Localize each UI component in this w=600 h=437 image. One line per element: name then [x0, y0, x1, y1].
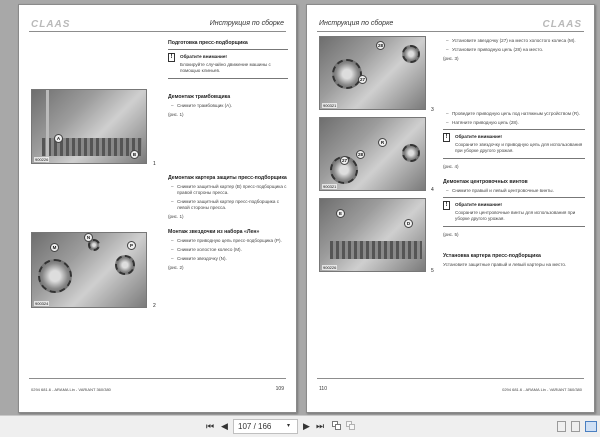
list-item: – Снимите приводную цепь пресс-подборщика (P). — [168, 238, 288, 244]
label-B: B — [130, 150, 139, 159]
viewer-toolbar — [0, 415, 600, 437]
label-A: A — [54, 134, 63, 143]
header-title: Инструкция по сборке — [209, 20, 284, 27]
figure-5-photo — [319, 198, 426, 272]
figure-code: 900324 — [35, 301, 49, 306]
header-divider — [317, 31, 584, 32]
page-header — [31, 15, 284, 35]
next-page-button[interactable]: ▶ — [303, 421, 310, 431]
note-title: Обратите внимание! — [180, 54, 227, 59]
text-column — [443, 38, 585, 268]
chevron-down-icon[interactable]: ▾ — [287, 423, 291, 429]
text-column — [168, 40, 288, 280]
figure-ref: (рис. 5) — [443, 232, 459, 237]
footer-doc-id: 0294 681.6 - ARAMA Lin - VARIANT 360/380 — [31, 387, 111, 392]
note-body: Сохраните звездочку и приводную цепь для использования при уборке другого урожая. — [455, 142, 583, 153]
last-page-button[interactable]: ⏭ — [316, 421, 325, 431]
figure-code: 900321 — [323, 184, 337, 189]
label-28: 28 — [377, 43, 383, 48]
label-N: N — [84, 233, 93, 242]
list-item: – Установите приводную цепь (28) на место. — [443, 47, 585, 53]
figure-ref: (рис. 2) — [168, 265, 184, 270]
claas-logo: CLAAS — [31, 19, 71, 30]
figure-number: 5 — [431, 268, 434, 274]
header-divider — [29, 31, 286, 32]
list-item: – Снимите правый и левый центровочные винты. — [443, 188, 585, 194]
footer-divider — [317, 378, 584, 379]
page-number-value: 107 / 166 — [238, 422, 272, 431]
figure-number: 4 — [431, 187, 434, 193]
page-number: 110 — [319, 386, 327, 392]
note-body: Сохраните центровочные винты для использования при уборке другого урожая. — [455, 210, 576, 221]
figure-number: 2 — [153, 303, 156, 309]
figure-ref: (рис. 4) — [443, 164, 459, 169]
two-page-view-icon[interactable] — [585, 421, 597, 432]
label-R: R — [378, 138, 387, 147]
label-27: 27 — [341, 158, 347, 163]
section-heading: Демонтаж картера защиты пресс-подборщика — [168, 175, 287, 181]
list-item: – Снимите холостое колесо (M). — [168, 247, 288, 253]
claas-logo: CLAAS — [542, 19, 582, 30]
paste-icon[interactable] — [346, 421, 356, 431]
label-M: M — [50, 243, 59, 252]
label-D: D — [404, 219, 413, 228]
warning-icon: ! — [443, 201, 450, 210]
figure-1-photo — [31, 89, 147, 164]
copy-icon[interactable] — [332, 421, 342, 431]
list-item: – Снимите защитный картер пресс-подборщика с левой стороны пресса. — [168, 199, 288, 211]
figure-code: 900226 — [35, 157, 49, 162]
label-P: P — [127, 241, 136, 250]
header-title: Инструкция по сборке — [319, 20, 394, 27]
warning-note — [443, 129, 585, 159]
page-header — [319, 15, 582, 35]
page-left — [18, 4, 297, 413]
list-item: – Проведите приводную цепь под натяжным устройством (R). — [443, 111, 585, 117]
list-item: – Натяните приводную цепь (28). — [443, 120, 585, 126]
note-title: Обратите внимание! — [455, 134, 502, 139]
label-28: 28 — [357, 152, 363, 157]
figure-2-photo — [31, 232, 147, 308]
section-heading: Демонтаж центровочных винтов — [443, 179, 528, 185]
section-heading: Монтаж звездочки из набора «Лен» — [168, 229, 260, 235]
note-title: Обратите внимание! — [455, 202, 502, 207]
figure-code: 900226 — [323, 265, 337, 270]
list-item: – Установите звездочку (27) на место холостого колеса (M). — [443, 38, 585, 44]
figure-4-photo — [319, 117, 426, 191]
warning-note — [168, 49, 288, 79]
list-item: – Снимите защитный картер (B) пресс-подборщика с правой стороны пресса. — [168, 184, 288, 196]
warning-note — [443, 197, 585, 227]
list-item: – Снимите трамбовщик (A). — [168, 103, 288, 109]
label-27: 27 — [359, 77, 365, 82]
page-right — [306, 4, 595, 413]
section-heading: Подготовка пресс-подборщика — [168, 40, 248, 46]
first-page-button[interactable]: ⏮ — [206, 421, 215, 431]
page-number: 109 — [275, 386, 284, 392]
figure-3-photo — [319, 36, 426, 110]
figure-code: 900321 — [323, 103, 337, 108]
footer-divider — [29, 378, 286, 379]
figure-ref: (рис. 3) — [443, 56, 459, 61]
figure-number: 3 — [431, 107, 434, 113]
figure-number: 1 — [153, 161, 156, 167]
figure-ref: (рис. 1) — [168, 112, 184, 117]
section-body: Установите защитные правый и левый картеры на место. — [443, 262, 567, 267]
section-heading: Демонтаж трамбовщика — [168, 94, 231, 100]
figure-ref: (рис. 1) — [168, 214, 184, 219]
warning-icon: ! — [443, 133, 450, 142]
label-E: E — [336, 209, 345, 218]
previous-page-button[interactable]: ◀ — [221, 421, 228, 431]
footer-doc-id: 0294 681.6 - ARAMA Lin - VARIANT 360/380 — [502, 387, 582, 392]
continuous-view-icon[interactable] — [571, 421, 580, 432]
single-page-view-icon[interactable] — [557, 421, 566, 432]
note-body: Блокируйте случайно движение машины с помощью клиньев. — [180, 62, 271, 73]
section-heading: Установка картера пресс-подборщика — [443, 253, 541, 259]
warning-icon: ! — [168, 53, 175, 62]
list-item: – Снимите звездочку (N). — [168, 256, 288, 262]
